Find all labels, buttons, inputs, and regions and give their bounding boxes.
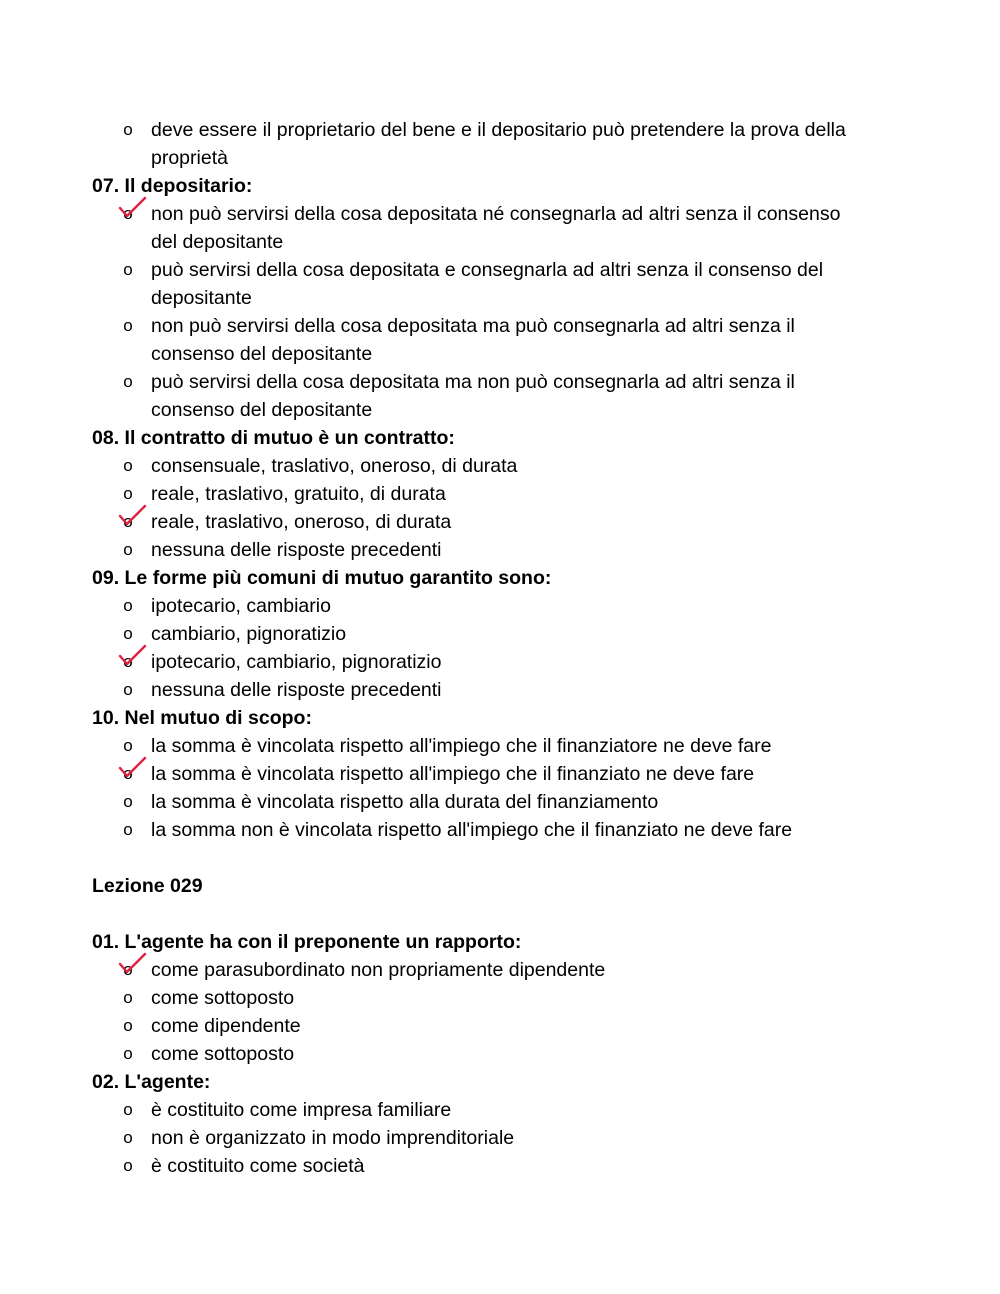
question-heading: 08. Il contratto di mutuo è un contratto: — [92, 427, 455, 449]
bullet-icon: o — [123, 1016, 133, 1035]
bullet-icon: o — [123, 652, 133, 671]
bullet-icon: o — [123, 736, 133, 755]
bullet-icon: o — [123, 820, 133, 839]
answer-option: ipotecario, cambiario — [151, 595, 331, 617]
bullet-icon: o — [123, 596, 133, 615]
answer-option: ipotecario, cambiario, pignoratizio — [151, 651, 442, 673]
answer-option-continuation: depositante — [151, 287, 252, 309]
answer-option: può servirsi della cosa depositata ma non può consegnarla ad altri senza il — [151, 371, 795, 393]
answer-option: non è organizzato in modo imprenditoriale — [151, 1127, 515, 1149]
checkmark-icon — [116, 504, 150, 530]
answer-option: come sottoposto — [151, 987, 295, 1009]
bullet-icon: o — [123, 764, 133, 783]
answer-option: nessuna delle risposte precedenti — [151, 679, 442, 701]
answer-option: la somma non è vincolata rispetto all'impiego che il finanziato ne deve fare — [151, 819, 793, 841]
bullet-icon: o — [123, 260, 133, 279]
answer-option: non può servirsi della cosa depositata né consegnarla ad altri senza il consenso — [151, 203, 841, 225]
bullet-icon: o — [123, 120, 133, 139]
checkmark-icon — [116, 196, 150, 222]
answer-option: consensuale, traslativo, oneroso, di durata — [151, 455, 518, 477]
answer-option: la somma è vincolata rispetto all'impiego che il finanziatore ne deve fare — [151, 735, 772, 757]
question-heading: 09. Le forme più comuni di mutuo garantito sono: — [92, 567, 552, 589]
bullet-icon: o — [123, 456, 133, 475]
answer-option: nessuna delle risposte precedenti — [151, 539, 442, 561]
answer-option: come parasubordinato non propriamente dipendente — [151, 959, 606, 981]
answer-option: la somma è vincolata rispetto alla durata del finanziamento — [151, 791, 659, 813]
question-heading: 01. L'agente ha con il preponente un rapporto: — [92, 931, 522, 953]
question-heading: 02. L'agente: — [92, 1071, 211, 1093]
bullet-icon: o — [123, 204, 133, 223]
bullet-icon: o — [123, 540, 133, 559]
answer-option: non può servirsi della cosa depositata ma può consegnarla ad altri senza il — [151, 315, 795, 337]
answer-option-continuation: proprietà — [151, 147, 228, 169]
bullet-icon: o — [123, 1156, 133, 1175]
answer-option: deve essere il proprietario del bene e il depositario può pretendere la prova della — [151, 119, 846, 141]
bullet-icon: o — [123, 792, 133, 811]
bullet-icon: o — [123, 680, 133, 699]
bullet-icon: o — [123, 988, 133, 1007]
bullet-icon: o — [123, 372, 133, 391]
bullet-icon: o — [123, 1100, 133, 1119]
bullet-icon: o — [123, 1128, 133, 1147]
answer-option: è costituito come impresa familiare — [151, 1099, 452, 1121]
bullet-icon: o — [123, 512, 133, 531]
answer-option: come dipendente — [151, 1015, 301, 1037]
answer-option: può servirsi della cosa depositata e consegnarla ad altri senza il consenso del — [151, 259, 824, 281]
answer-option-continuation: del depositante — [151, 231, 284, 253]
bullet-icon: o — [123, 960, 133, 979]
answer-option-continuation: consenso del depositante — [151, 343, 373, 365]
answer-option: la somma è vincolata rispetto all'impiego che il finanziato ne deve fare — [151, 763, 755, 785]
question-heading: Lezione 029 — [92, 875, 203, 897]
answer-option: reale, traslativo, oneroso, di durata — [151, 511, 452, 533]
checkmark-icon — [116, 644, 150, 670]
answer-option: reale, traslativo, gratuito, di durata — [151, 483, 446, 505]
bullet-icon: o — [123, 624, 133, 643]
answer-option: come sottoposto — [151, 1043, 295, 1065]
answer-option-continuation: consenso del depositante — [151, 399, 373, 421]
bullet-icon: o — [123, 316, 133, 335]
answer-option: cambiario, pignoratizio — [151, 623, 347, 645]
bullet-icon: o — [123, 484, 133, 503]
answer-option: è costituito come società — [151, 1155, 365, 1177]
question-heading: 07. Il depositario: — [92, 175, 253, 197]
checkmark-icon — [116, 756, 150, 782]
question-heading: 10. Nel mutuo di scopo: — [92, 707, 312, 729]
bullet-icon: o — [123, 1044, 133, 1063]
checkmark-icon — [116, 952, 150, 978]
